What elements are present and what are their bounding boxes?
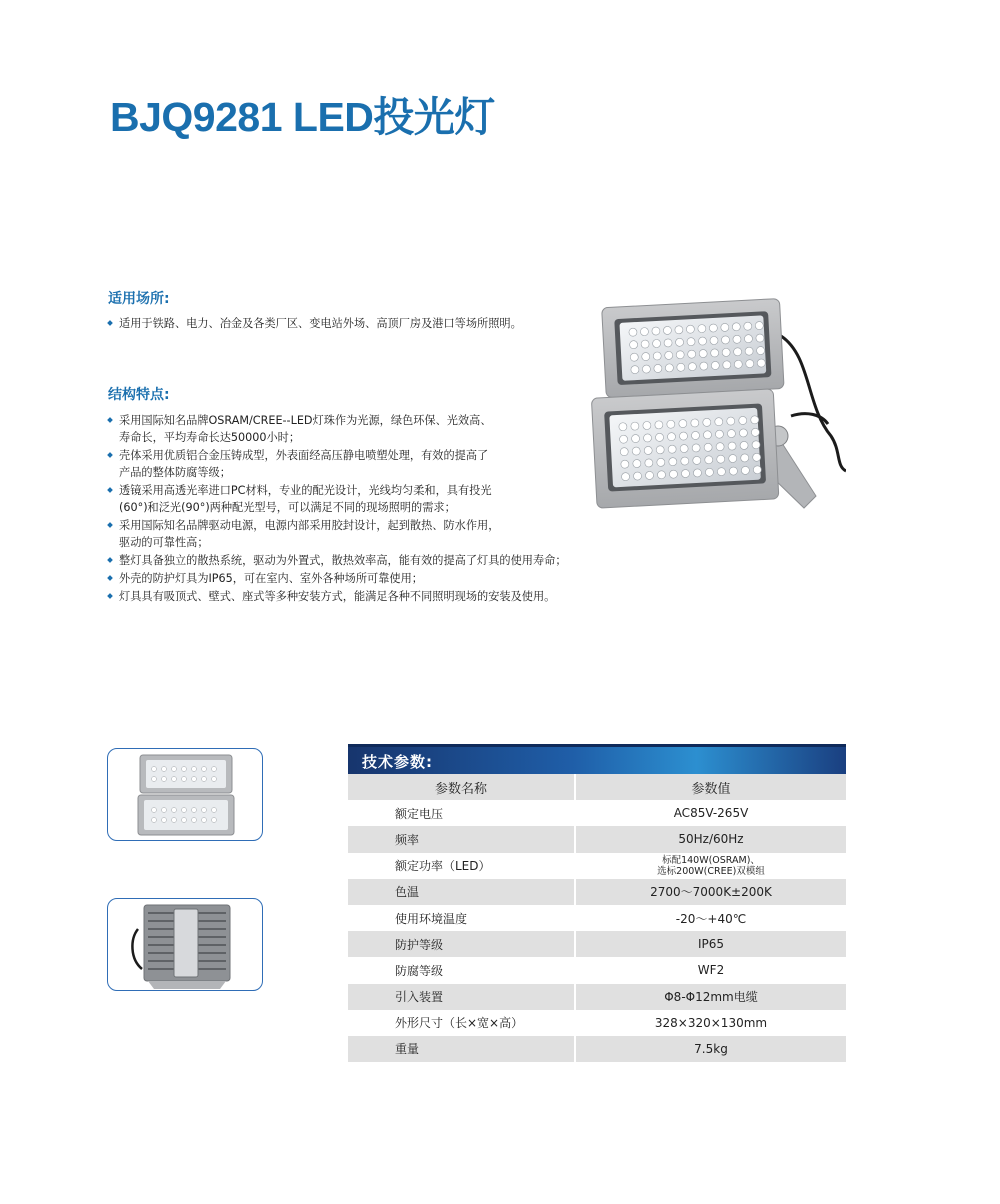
param-name: 外形尺寸（长×宽×高） (395, 1016, 524, 1031)
led-dot (655, 433, 663, 441)
led-dot (645, 459, 653, 467)
led-dot (755, 321, 763, 329)
floodlight-front-thumbnail (108, 749, 263, 841)
led-dot (729, 454, 737, 462)
led-dot (693, 469, 701, 477)
led-dot (679, 419, 687, 427)
param-value: 标配140W(OSRAM)、 选标200W(CREE)双模组 (574, 853, 846, 879)
param-value: 7.5kg (574, 1036, 846, 1062)
table-row (348, 879, 846, 905)
param-name: 频率 (395, 832, 420, 847)
led-dot (645, 471, 653, 479)
led-dot (630, 353, 638, 361)
led-dot (629, 341, 637, 349)
led-dot (746, 359, 754, 367)
led-dot (655, 421, 663, 429)
led-dot (621, 460, 629, 468)
led-dot (727, 417, 735, 425)
led-dot (751, 416, 759, 424)
led-dot (710, 336, 718, 344)
led-dot (733, 348, 741, 356)
led-dot (698, 324, 706, 332)
led-dot (652, 339, 660, 347)
led-dot (668, 445, 676, 453)
floodlight-back-thumbnail (108, 899, 263, 991)
thumbnail-back-view[interactable] (107, 898, 263, 991)
applicable-heading: 适用场所: (108, 291, 170, 307)
led-dot (756, 346, 764, 354)
param-value: Φ8-Φ12mm电缆 (574, 984, 846, 1010)
led-dot (681, 469, 689, 477)
led-dot (721, 336, 729, 344)
led-dot (633, 472, 641, 480)
led-dot (632, 447, 640, 455)
param-value: IP65 (574, 931, 846, 957)
led-dot (757, 359, 765, 367)
led-dot (631, 365, 639, 373)
led-dot (642, 352, 650, 360)
led-dot (739, 416, 747, 424)
led-dot (693, 456, 701, 464)
led-dot (677, 363, 685, 371)
led-dot (699, 349, 707, 357)
led-dot (631, 434, 639, 442)
led-dot (657, 471, 665, 479)
column-header-name: 参数名称 (434, 781, 487, 797)
led-dot (629, 328, 637, 336)
led-dot (741, 454, 749, 462)
led-dot (657, 458, 665, 466)
led-dot (744, 322, 752, 330)
led-dot (733, 335, 741, 343)
led-dot (734, 360, 742, 368)
led-dot (688, 362, 696, 370)
led-dot (700, 362, 708, 370)
led-dot (739, 429, 747, 437)
led-dot (681, 457, 689, 465)
led-dot (641, 340, 649, 348)
table-row (348, 826, 846, 852)
led-dot (642, 365, 650, 373)
led-dot (644, 446, 652, 454)
param-value: 50Hz/60Hz (574, 826, 846, 852)
led-dot (667, 420, 675, 428)
list-item: 灯具具有吸顶式、壁式、座式等多种安装方式，能满足各种不同照明现场的安装及使用。 (108, 588, 567, 605)
param-name: 防腐等级 (395, 963, 444, 978)
led-dot (656, 446, 664, 454)
led-dot (717, 455, 725, 463)
led-dot (711, 361, 719, 369)
led-dot (729, 467, 737, 475)
led-dot (728, 442, 736, 450)
led-dot (620, 448, 628, 456)
led-dot (710, 349, 718, 357)
led-dot (715, 430, 723, 438)
spec-table (348, 744, 846, 1062)
features-heading: 结构特点: (108, 387, 170, 403)
list-item: 透镜采用高透光率进口PC材料，专业的配光设计，光线均匀柔和，具有投光 (60°)和泛光(90°)两种配光型号，可以满足不同的现场照明的需求； (108, 482, 567, 516)
led-dot (705, 468, 713, 476)
led-dot (633, 459, 641, 467)
led-dot (721, 323, 729, 331)
list-item: 适用于铁路、电力、冶金及各类厂区、变电站外场、高顶厂房及港口等场所照明。 (108, 315, 522, 332)
led-dot (667, 433, 675, 441)
led-dot (751, 428, 759, 436)
table-row (348, 800, 846, 826)
list-item: 外壳的防护灯具为IP65，可在室内、室外各种场所可靠使用； (108, 570, 567, 587)
led-dot (741, 466, 749, 474)
thumbnail-front-view[interactable] (107, 748, 263, 841)
list-item: 整灯具备独立的散热系统，驱动为外置式，散热效率高，能有效的提高了灯具的使用寿命； (108, 552, 567, 569)
led-dot (703, 418, 711, 426)
applicable-list (108, 315, 522, 332)
led-dot (643, 434, 651, 442)
led-dot (664, 339, 672, 347)
param-name: 使用环境温度 (395, 911, 468, 926)
led-dot (680, 444, 688, 452)
led-dot (698, 337, 706, 345)
led-dot (687, 337, 695, 345)
led-dot (716, 442, 724, 450)
param-name: 额定功率（LED） (395, 859, 491, 874)
table-row (348, 905, 846, 931)
led-dot (723, 361, 731, 369)
led-dot (663, 326, 671, 334)
param-value: -20～+40℃ (574, 905, 846, 931)
table-row (348, 1036, 846, 1062)
param-name: 重量 (395, 1042, 420, 1057)
led-dot (717, 467, 725, 475)
led-dot (704, 443, 712, 451)
table-row (348, 931, 846, 957)
led-dot (621, 472, 629, 480)
led-dot (652, 327, 660, 335)
led-dot (669, 457, 677, 465)
led-dot (709, 324, 717, 332)
led-dot (665, 351, 673, 359)
list-item: 壳体采用优质铝合金压铸成型，外表面经高压静电喷塑处理，有效的提高了 产品的整体防腐等级； (108, 447, 567, 481)
param-name: 引入装置 (395, 990, 444, 1005)
led-dot (691, 431, 699, 439)
features-list (108, 412, 567, 605)
list-item: 采用国际知名品牌驱动电源，电源内部采用胶封设计，起到散热、防水作用， 驱动的可靠性高； (108, 517, 567, 551)
page-title: BJQ9281 LED投光灯 (110, 94, 495, 140)
led-dot (745, 347, 753, 355)
led-dot (752, 453, 760, 461)
spec-table-header (348, 744, 846, 774)
led-dot (752, 441, 760, 449)
led-dot (744, 334, 752, 342)
param-value: AC85V-265V (574, 800, 846, 826)
led-dot (675, 326, 683, 334)
param-name: 额定电压 (395, 806, 444, 821)
led-dot (732, 323, 740, 331)
table-row (348, 984, 846, 1010)
led-dot (740, 441, 748, 449)
led-dot (686, 325, 694, 333)
led-dot (756, 334, 764, 342)
led-dot (669, 470, 677, 478)
param-value: 328×320×130mm (574, 1010, 846, 1036)
led-dot (653, 352, 661, 360)
led-dot (753, 466, 761, 474)
led-dot (675, 338, 683, 346)
led-dot (692, 444, 700, 452)
led-dot (687, 350, 695, 358)
led-dot (643, 421, 651, 429)
led-dot (691, 419, 699, 427)
led-dot (705, 456, 713, 464)
table-row (348, 1010, 846, 1036)
table-row (348, 957, 846, 983)
param-name: 色温 (395, 885, 420, 900)
param-value: WF2 (574, 957, 846, 983)
product-image-floodlight (566, 296, 846, 536)
led-dot (715, 418, 723, 426)
led-dot (619, 423, 627, 431)
led-dot (703, 431, 711, 439)
table-row (348, 774, 846, 800)
led-dot (631, 422, 639, 430)
led-dot (727, 429, 735, 437)
param-value: 2700～7000K±200K (574, 879, 846, 905)
led-dot (665, 364, 673, 372)
led-dot (619, 435, 627, 443)
led-dot (654, 364, 662, 372)
led-dot (679, 432, 687, 440)
led-dot (676, 351, 684, 359)
led-dot (722, 348, 730, 356)
list-item: 采用国际知名品牌OSRAM/CREE--LED灯珠作为光源，绿色环保、光效高、 寿命长，平均寿命长达50000小时； (108, 412, 567, 446)
table-row (348, 853, 846, 879)
param-name: 防护等级 (395, 937, 444, 952)
led-dot (640, 327, 648, 335)
spec-table-title: 技术参数: (362, 753, 433, 771)
column-header-value: 参数值 (574, 774, 846, 800)
